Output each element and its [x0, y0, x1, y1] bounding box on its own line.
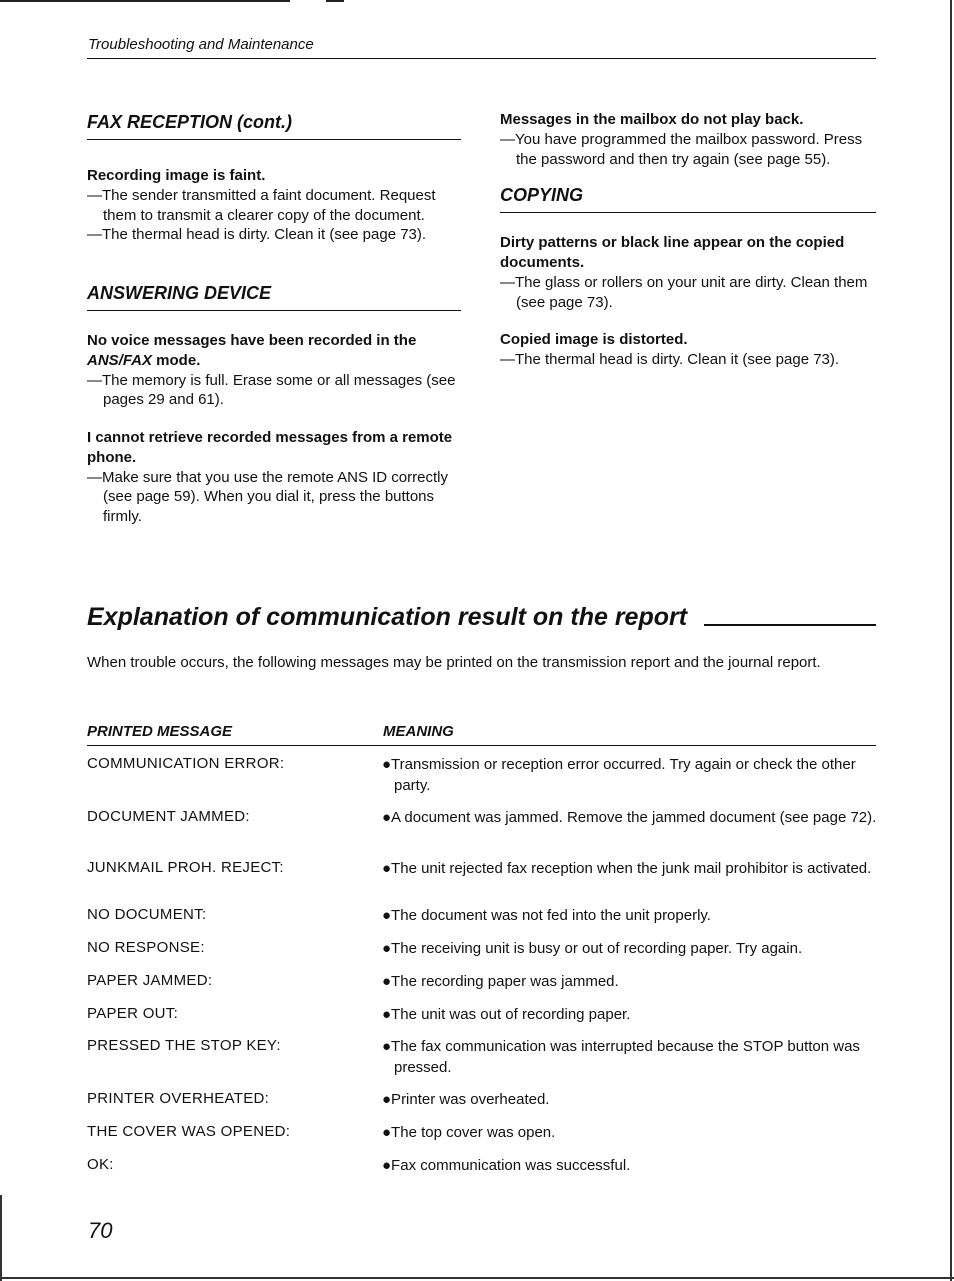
item-heading: Messages in the mailbox do not play back.: [500, 111, 804, 128]
printed-message: COMMUNICATION ERROR:: [87, 755, 285, 772]
item-line: —The glass or rollers on your unit are dirty. Clean them (see page 73).: [500, 274, 868, 311]
left-column: [87, 112, 467, 526]
item-body: [87, 371, 467, 410]
section-title-answering-device: ANSWERING DEVICE: [87, 282, 272, 303]
message-meaning: ●The unit rejected fax reception when the junk mail prohibitor is activated.: [382, 860, 872, 877]
running-head-rule: [87, 58, 876, 59]
section-title-report: Explanation of communication result on the report: [87, 603, 688, 631]
column-header-printed-message: PRINTED MESSAGE: [87, 723, 233, 740]
item-heading: Copied image is distorted.: [500, 331, 688, 348]
printed-message: DOCUMENT JAMMED:: [87, 808, 250, 825]
item-heading-text: mode.: [152, 351, 201, 369]
message-meaning: ●Printer was overheated.: [382, 1091, 550, 1108]
item-body: [87, 468, 467, 527]
page-number: 70: [88, 1218, 113, 1243]
message-meaning: ●Fax communication was successful.: [382, 1157, 631, 1174]
message-meaning: ●A document was jammed. Remove the jammed document (see page 72).: [382, 809, 877, 826]
printed-message: PAPER OUT:: [87, 1005, 179, 1022]
message-meaning: ●Transmission or reception error occurred. Try again or check the other party.: [382, 756, 856, 794]
section-title-copying: COPYING: [500, 185, 584, 205]
message-meaning: ●The top cover was open.: [382, 1124, 556, 1141]
section-title-rule: [704, 624, 876, 626]
running-head: Troubleshooting and Maintenance: [88, 36, 314, 53]
scan-edge-top: [0, 0, 290, 2]
right-column: [500, 110, 880, 370]
printed-message: JUNKMAIL PROH. REJECT:: [87, 859, 284, 876]
column-header-meaning: MEANING: [383, 723, 454, 740]
printed-message: NO DOCUMENT:: [87, 906, 207, 923]
answering-device-section: [87, 283, 467, 527]
item-line: —The memory is full. Erase some or all messages (see pages 29 and 61).: [87, 371, 456, 408]
message-meaning: ●The fax communication was interrupted because the STOP button was pressed.: [382, 1038, 860, 1076]
printed-message: THE COVER WAS OPENED:: [87, 1123, 291, 1140]
printed-message: PRINTER OVERHEATED:: [87, 1090, 270, 1107]
item-line: —The sender transmitted a faint document. Request them to transmit a clearer copy of the document.: [87, 187, 436, 224]
item-line: —The thermal head is dirty. Clean it (see page 73).: [500, 351, 840, 368]
message-meaning: ●The receiving unit is busy or out of recording paper. Try again.: [382, 940, 803, 957]
report-intro: When trouble occurs, the following messages may be printed on the transmission report and the journal report.: [87, 654, 821, 671]
section-title-fax-reception: FAX RECEPTION (cont.): [87, 112, 293, 132]
message-meaning: ●The recording paper was jammed.: [382, 973, 619, 990]
item-heading: [87, 331, 467, 371]
fax-reception-section: [87, 112, 467, 245]
item-heading: I cannot retrieve recorded messages from a remote phone.: [87, 428, 453, 466]
scan-edge-left: [0, 1195, 2, 1281]
item-heading: Recording image is faint.: [87, 167, 266, 184]
table-header-rule: [87, 745, 876, 746]
printed-message: OK:: [87, 1156, 114, 1173]
item-line: —Make sure that you use the remote ANS ID correctly (see page 59). When you dial it, press the buttons firmly.: [87, 468, 448, 525]
item-line: —The thermal head is dirty. Clean it (see page 73).: [87, 226, 427, 243]
item-body: [500, 273, 880, 312]
item-heading: Dirty patterns or black line appear on the copied documents.: [500, 234, 845, 271]
item-line: —You have programmed the mailbox password. Press the password and then try again (see page 55).: [500, 131, 863, 168]
copying-section: [500, 185, 880, 370]
scan-edge-bottom: [0, 1277, 954, 1279]
item-body: [87, 186, 467, 245]
item-body: [500, 350, 880, 370]
scan-edge-top-mark: [326, 0, 344, 2]
printed-message: NO RESPONSE:: [87, 939, 205, 956]
mode-name: ANS/FAX: [87, 351, 153, 369]
scan-edge-right: [950, 0, 952, 1281]
printed-message: PAPER JAMMED:: [87, 972, 213, 989]
item-body: [500, 130, 880, 169]
message-meaning: ●The document was not fed into the unit properly.: [382, 907, 711, 924]
item-heading-text: No voice messages have been recorded in the: [87, 331, 417, 349]
printed-message: PRESSED THE STOP KEY:: [87, 1037, 281, 1054]
message-meaning: ●The unit was out of recording paper.: [382, 1006, 631, 1023]
